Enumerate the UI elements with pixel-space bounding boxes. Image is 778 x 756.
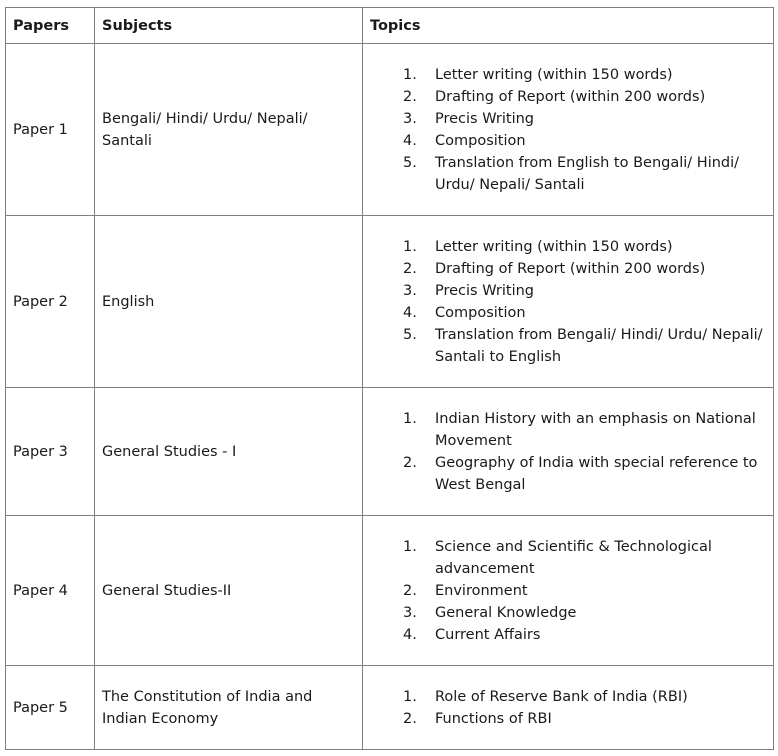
topic-number: 3. [403, 604, 417, 621]
topic-text: Current Affairs [435, 626, 541, 643]
topic-text: Translation from English to Bengali/ Hindi/ Urdu/ Nepali/ Santali [435, 154, 740, 193]
topic-number: 5. [403, 326, 417, 343]
table-row [6, 216, 774, 388]
topic-number: 1. [403, 410, 417, 427]
topic-item [370, 536, 766, 580]
subject-cell: The Constitution of India and Indian Economy [95, 666, 363, 750]
topic-number: 4. [403, 304, 417, 321]
topic-item [370, 408, 766, 452]
header-subjects: Subjects [95, 8, 363, 44]
topic-text: General Knowledge [435, 604, 577, 621]
topic-item [370, 108, 766, 130]
topic-number: 4. [403, 132, 417, 149]
paper-cell: Paper 4 [6, 516, 95, 666]
topic-item [370, 602, 766, 624]
topic-number: 3. [403, 110, 417, 127]
topic-item [370, 64, 766, 86]
topic-number: 1. [403, 238, 417, 255]
table-row [6, 516, 774, 666]
topic-number: 1. [403, 538, 417, 555]
paper-cell: Paper 1 [6, 44, 95, 216]
topic-list [370, 408, 766, 496]
topic-number: 2. [403, 710, 417, 727]
topic-text: Role of Reserve Bank of India (RBI) [435, 688, 688, 705]
syllabus-table [5, 7, 774, 750]
topic-item [370, 152, 766, 196]
topics-cell [363, 516, 774, 666]
topic-number: 3. [403, 282, 417, 299]
topic-item [370, 580, 766, 602]
topics-cell [363, 666, 774, 750]
topics-cell [363, 44, 774, 216]
topic-text: Indian History with an emphasis on National Movement [435, 410, 756, 449]
topic-text: Environment [435, 582, 528, 599]
topic-text: Drafting of Report (within 200 words) [435, 88, 706, 105]
topic-text: Composition [435, 304, 526, 321]
topics-cell [363, 216, 774, 388]
header-papers: Papers [6, 8, 95, 44]
topic-text: Functions of RBI [435, 710, 552, 727]
topic-item [370, 280, 766, 302]
header-row [6, 8, 774, 44]
topics-cell [363, 388, 774, 516]
topic-list [370, 64, 766, 196]
topic-item [370, 236, 766, 258]
topic-item [370, 324, 766, 368]
topic-text: Letter writing (within 150 words) [435, 238, 673, 255]
topic-number: 5. [403, 154, 417, 171]
topic-item [370, 624, 766, 646]
paper-cell: Paper 2 [6, 216, 95, 388]
topic-item [370, 452, 766, 496]
topic-text: Geography of India with special reference to West Bengal [435, 454, 758, 493]
table-row [6, 388, 774, 516]
header-topics: Topics [363, 8, 774, 44]
topic-number: 4. [403, 626, 417, 643]
topic-list [370, 236, 766, 368]
topic-text: Precis Writing [435, 282, 535, 299]
topic-text: Precis Writing [435, 110, 535, 127]
table-row [6, 44, 774, 216]
topic-item [370, 708, 766, 730]
topic-number: 1. [403, 66, 417, 83]
topic-text: Science and Scientific & Technological advancement [435, 538, 712, 577]
topic-text: Drafting of Report (within 200 words) [435, 260, 706, 277]
table-row [6, 666, 774, 750]
topic-number: 2. [403, 88, 417, 105]
topic-text: Letter writing (within 150 words) [435, 66, 673, 83]
topic-item [370, 130, 766, 152]
topic-item [370, 86, 766, 108]
topic-number: 2. [403, 582, 417, 599]
subject-cell: Bengali/ Hindi/ Urdu/ Nepali/ Santali [95, 44, 363, 216]
topic-text: Translation from Bengali/ Hindi/ Urdu/ Nepali/ Santali to English [435, 326, 763, 365]
topic-text: Composition [435, 132, 526, 149]
topic-item [370, 686, 766, 708]
subject-cell: General Studies-II [95, 516, 363, 666]
subject-cell: English [95, 216, 363, 388]
topic-number: 2. [403, 260, 417, 277]
topic-item [370, 302, 766, 324]
topic-item [370, 258, 766, 280]
topic-number: 1. [403, 688, 417, 705]
topic-list [370, 686, 766, 730]
topic-number: 2. [403, 454, 417, 471]
paper-cell: Paper 5 [6, 666, 95, 750]
paper-cell: Paper 3 [6, 388, 95, 516]
subject-cell: General Studies - I [95, 388, 363, 516]
topic-list [370, 536, 766, 646]
